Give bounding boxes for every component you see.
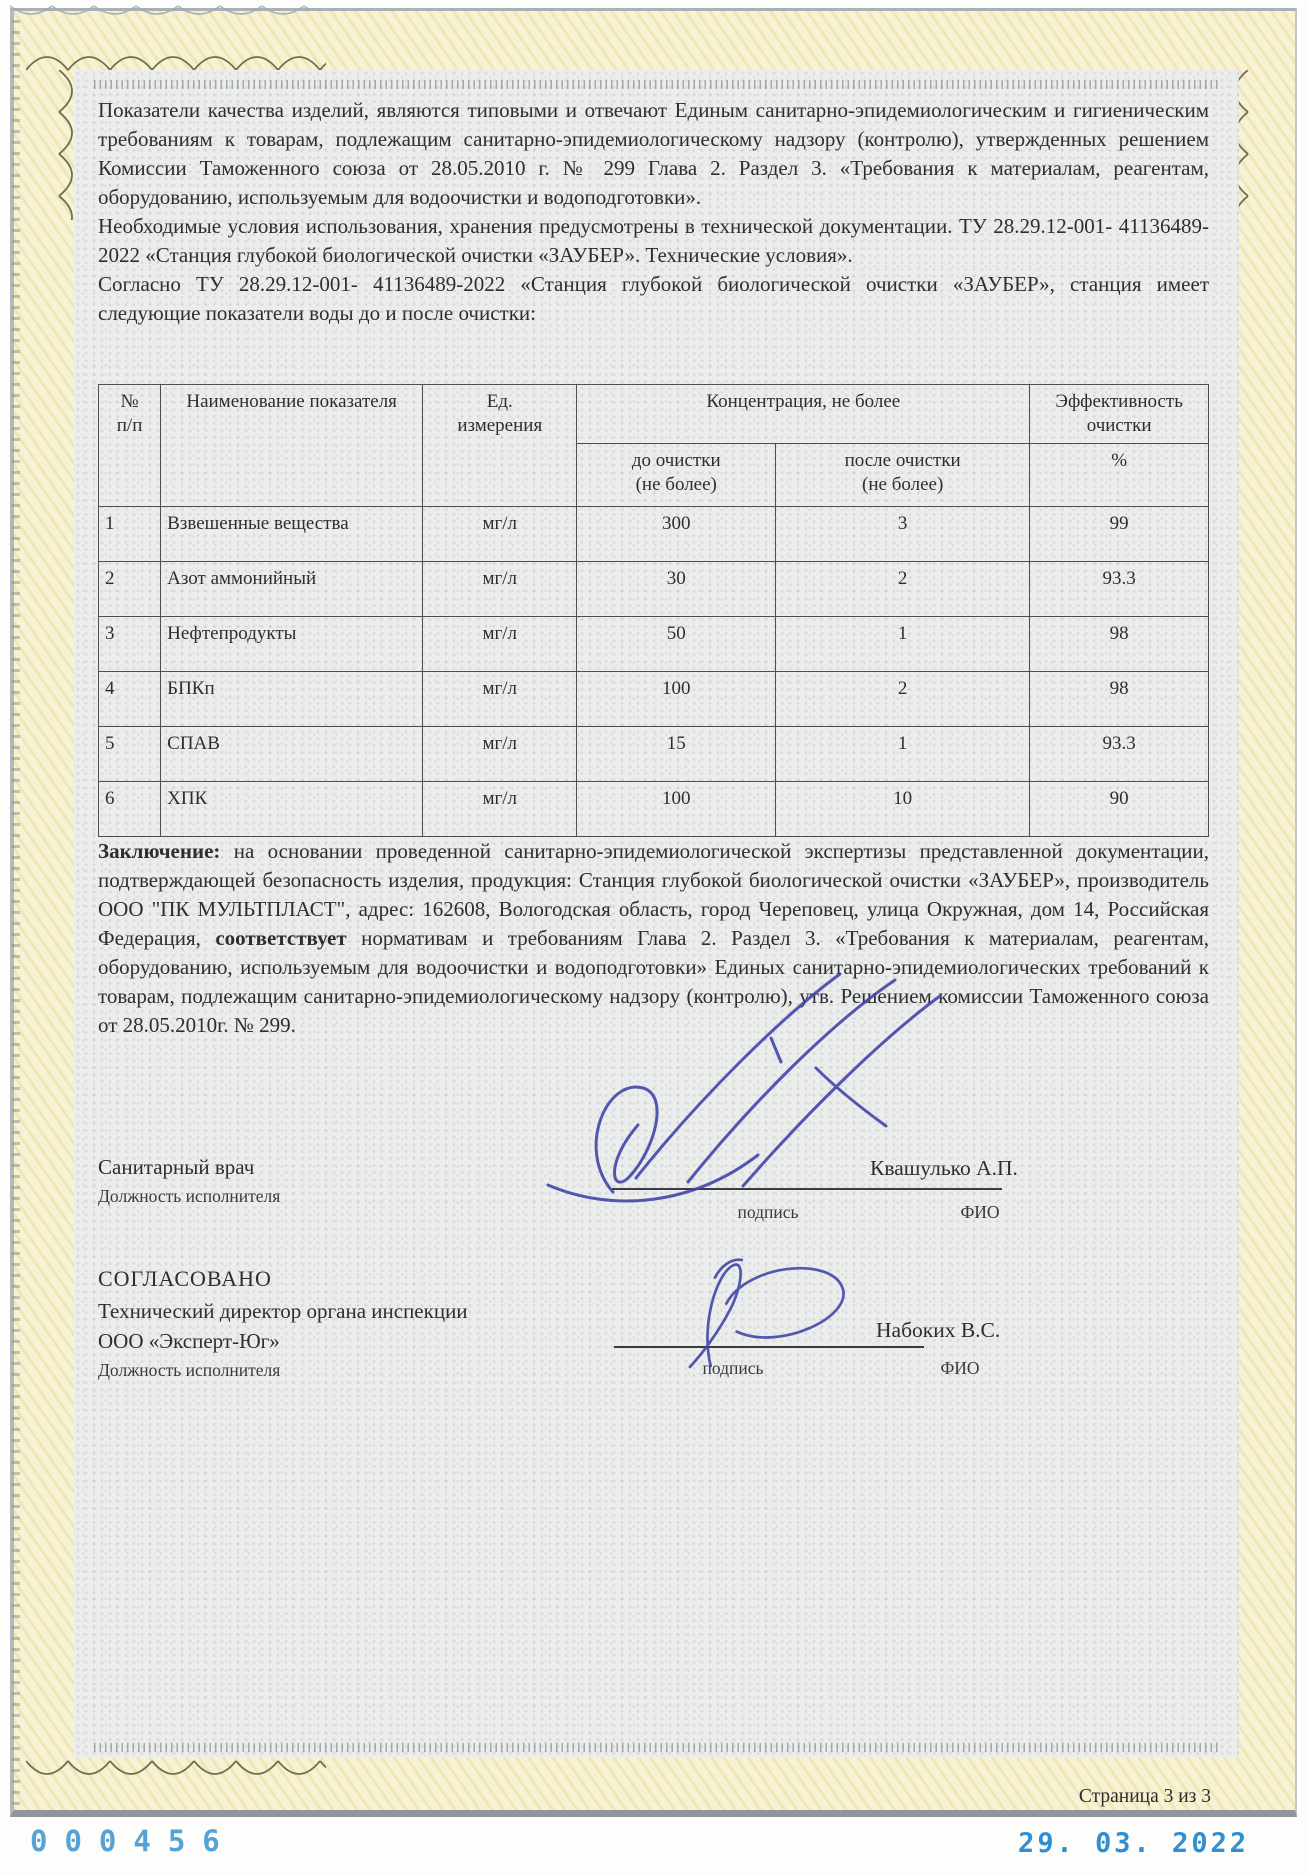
header-before-line2: (не более)	[635, 474, 717, 495]
doctor-name-caption: ФИО	[960, 1202, 1000, 1222]
header-eff-line1: Эффективность	[1055, 391, 1183, 412]
cell-before: 30	[577, 562, 776, 617]
border-ticks-left	[12, 20, 20, 1805]
cell-name: БПКп	[161, 672, 423, 727]
cell-efficiency: 93.3	[1030, 562, 1209, 617]
cell-after: 1	[776, 727, 1030, 782]
cell-num: 4	[99, 672, 161, 727]
director-role-caption: Должность исполнителя	[98, 1360, 281, 1380]
cell-before: 50	[577, 617, 776, 672]
signature-caption-doctor: подпись	[737, 1202, 799, 1222]
paragraph-conditions: Необходимые условия использования, хранения предусмотрены в технической документации. ТУ 28.29.12-001- 41136489-2022 «Станция глубокой биологической очистки «ЗАУБЕР». Технические условия».	[98, 214, 1209, 267]
table-row	[99, 507, 1209, 562]
cell-unit: мг/л	[423, 727, 577, 782]
conclusion-text-before: на основании проведенной санитарно-эпидемиологической экспертизы представленной документации, подтверждающей безопасность изделия, продукция: Станция глубокой биологической очистки «ЗАУБЕР», производитель ООО "ПК МУЛЬТПЛАСТ", адрес: 162608, Вологодская область, город Череповец, улица Окружная, дом 14, Российская Федерация,	[98, 839, 1209, 950]
col-header-after	[776, 444, 1030, 507]
table-row	[99, 617, 1209, 672]
col-header-num	[99, 385, 161, 507]
cell-num: 2	[99, 562, 161, 617]
conclusion-bold-word: соответствует	[215, 926, 347, 950]
document-number-stamp: 000456	[30, 1824, 237, 1858]
cell-before: 100	[577, 782, 776, 837]
header-unit-line2: измерения	[457, 415, 543, 436]
signature-block-director	[98, 1296, 1209, 1431]
cell-name: Нефтепродукты	[161, 617, 423, 672]
hatch-strip-bottom	[94, 1743, 1219, 1752]
table-header-row	[99, 385, 1209, 444]
date-stamp: 29. 03. 2022	[1017, 1828, 1250, 1859]
cell-name: Азот аммонийный	[161, 562, 423, 617]
director-role-line2: ООО «Эксперт-Юг»	[98, 1329, 280, 1353]
header-num-line1: №	[120, 391, 139, 412]
cell-name: Взвешенные вещества	[161, 507, 423, 562]
table-row	[99, 782, 1209, 837]
director-name-caption: ФИО	[940, 1358, 980, 1378]
content-area	[74, 70, 1239, 1757]
col-header-efficiency	[1030, 385, 1209, 444]
header-eff-line2: очистки	[1086, 415, 1152, 436]
header-num-line2: п/п	[116, 415, 143, 436]
cell-num: 6	[99, 782, 161, 837]
cell-name: СПАВ	[161, 727, 423, 782]
header-after-line1: после очистки	[844, 450, 961, 471]
cell-unit: мг/л	[423, 672, 577, 727]
cell-after: 1	[776, 617, 1030, 672]
conclusion-text-after: нормативам и требованиям Глава 2. Раздел 3. «Требования к материалам, реагентам, оборудованию, используемым для водоочистки и водоподготовки» Единых санитарно-эпидемиологических требований к товарам, подлежащим санитарно-эпидемиологическому надзору (контролю), утв. Решением комиссии Таможенного союза от 28.05.2010г. № 299.	[98, 926, 1209, 1037]
indicators-table	[98, 384, 1209, 837]
cell-before: 300	[577, 507, 776, 562]
director-role-line1: Технический директор органа инспекции	[98, 1299, 468, 1323]
col-header-eff-unit: %	[1030, 444, 1209, 507]
cell-num: 3	[99, 617, 161, 672]
paragraph-quality: Показатели качества изделий, являются типовыми и отвечают Единым санитарно-эпидемиологическим и гигиеническим требованиям к товарам, подлежащим санитарно-эпидемиологическому надзору (контролю), утвержденных решением Комиссии Таможенного союза от 28.05.2010 г. № 299 Глава 2. Раздел 3. «Требования к материалам, реагентам, оборудованию, используемым для водоочистки и водоподготовки».	[98, 98, 1209, 209]
cell-efficiency: 98	[1030, 617, 1209, 672]
hatch-strip-top	[94, 80, 1219, 89]
border-wave-left	[54, 70, 76, 220]
doctor-role-caption: Должность исполнителя	[98, 1186, 281, 1206]
paragraph-according: Согласно ТУ 28.29.12-001- 41136489-2022 «Станция глубокой биологической очистки «ЗАУБЕР», станция имеет следующие показатели воды до и после очистки:	[98, 272, 1209, 325]
cell-after: 2	[776, 562, 1030, 617]
border-wave-bottom	[26, 1757, 326, 1779]
cell-efficiency: 98	[1030, 672, 1209, 727]
signature-line-doctor	[612, 1188, 1002, 1190]
cell-after: 3	[776, 507, 1030, 562]
cell-num: 5	[99, 727, 161, 782]
doctor-name: Квашулько А.П.	[870, 1156, 1018, 1180]
cell-name: ХПК	[161, 782, 423, 837]
cell-efficiency: 90	[1030, 782, 1209, 837]
cell-before: 15	[577, 727, 776, 782]
cell-unit: мг/л	[423, 562, 577, 617]
col-header-before	[577, 444, 776, 507]
border-wave-outer-top	[10, 3, 310, 17]
signature-line-director	[614, 1346, 924, 1348]
signature-caption-director: подпись	[702, 1358, 764, 1378]
cell-num: 1	[99, 507, 161, 562]
page-number-label: Страница 3 из 3	[1078, 1786, 1211, 1807]
signature-block-doctor	[98, 1140, 1209, 1252]
approved-label: СОГЛАСОВАНО	[98, 1266, 272, 1291]
cell-unit: мг/л	[423, 617, 577, 672]
col-header-concentration: Концентрация, не более	[577, 385, 1030, 444]
col-header-name: Наименование показателя	[161, 385, 423, 507]
col-header-unit	[423, 385, 577, 507]
doctor-role: Санитарный врач	[98, 1155, 255, 1179]
cell-efficiency: 93.3	[1030, 727, 1209, 782]
cell-after: 10	[776, 782, 1030, 837]
header-after-line2: (не более)	[862, 474, 944, 495]
paragraph-conclusion	[98, 837, 1209, 1040]
cell-after: 2	[776, 672, 1030, 727]
cell-unit: мг/л	[423, 507, 577, 562]
table-row	[99, 672, 1209, 727]
director-name: Набоких В.С.	[876, 1318, 1001, 1342]
header-before-line1: до очистки	[631, 450, 721, 471]
header-unit-line1: Ед.	[486, 391, 513, 412]
cell-before: 100	[577, 672, 776, 727]
cell-efficiency: 99	[1030, 507, 1209, 562]
cell-unit: мг/л	[423, 782, 577, 837]
table-row	[99, 727, 1209, 782]
document-text	[98, 96, 1209, 1737]
table-row	[99, 562, 1209, 617]
conclusion-label: Заключение:	[98, 839, 221, 863]
